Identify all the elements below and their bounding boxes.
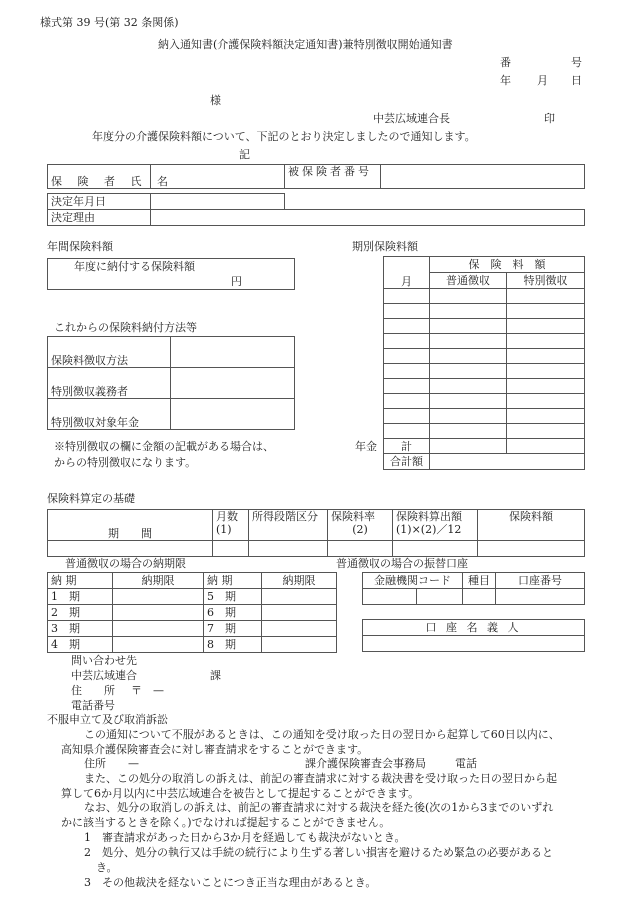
periodic-normal-cell[interactable] bbox=[430, 304, 507, 319]
income-class-value[interactable] bbox=[249, 541, 328, 557]
target-pension-label: 特別徴収対象年金 bbox=[48, 399, 171, 430]
periodic-month-cell[interactable] bbox=[384, 394, 430, 409]
periodic-row bbox=[384, 334, 585, 349]
total-amount[interactable] bbox=[430, 454, 585, 470]
calc-header bbox=[393, 510, 478, 541]
annual-amount-box[interactable] bbox=[47, 258, 295, 290]
periodic-special-cell[interactable] bbox=[507, 349, 585, 364]
decision-date-label: 決定年月日 bbox=[48, 194, 151, 210]
periodic-month-cell[interactable] bbox=[384, 304, 430, 319]
due-date-row bbox=[48, 589, 337, 605]
contact-address-label: 住 所 bbox=[71, 684, 115, 697]
periodic-month-cell[interactable] bbox=[384, 379, 430, 394]
due-period-left: 1 期 bbox=[48, 589, 113, 605]
periodic-special-cell[interactable] bbox=[507, 394, 585, 409]
insured-info-table bbox=[47, 164, 585, 189]
due-date-left[interactable] bbox=[113, 589, 204, 605]
due-date-right[interactable] bbox=[262, 621, 337, 637]
bank-code-header: 金融機関コード bbox=[363, 573, 463, 589]
contact-phone-label: 電話番号 bbox=[71, 699, 115, 712]
annual-section-label: 年間保険料額 bbox=[47, 240, 113, 253]
calc-header-text: 保険料算出額 bbox=[396, 510, 462, 523]
document-title: 納入通知書(介護保険料額決定通知書)兼特別徴収開始通知書 bbox=[158, 38, 453, 51]
subtotal-label: 計 bbox=[384, 439, 430, 454]
collection-method-field[interactable] bbox=[171, 337, 295, 368]
contact-label: 問い合わせ先 bbox=[71, 654, 137, 667]
month-header: 月 bbox=[384, 257, 430, 289]
appeal-item-1: 1 審査請求があった日から3か月を経過しても裁決がないとき。 bbox=[84, 831, 406, 844]
periodic-month-cell[interactable] bbox=[384, 364, 430, 379]
insurance-amount-header: 保 険 料 額 bbox=[430, 257, 585, 273]
account-holder-header: 口 座 名 義 人 bbox=[363, 620, 585, 636]
bank-table bbox=[362, 572, 585, 605]
periodic-special-cell[interactable] bbox=[507, 334, 585, 349]
yen-unit: 円 bbox=[231, 275, 242, 288]
due-dates-section-label: 普通徴収の場合の納期限 bbox=[65, 557, 186, 570]
appeal-p3-line1: なお、処分の取消しの訴えは、前記の審査請求に対する裁決を経た後(次の1から3までのいずれ bbox=[84, 801, 554, 814]
normal-collection-header: 普通徴収 bbox=[430, 273, 507, 289]
number-label-go: 号 bbox=[571, 56, 582, 69]
periodic-row bbox=[384, 319, 585, 334]
periodic-special-cell[interactable] bbox=[507, 364, 585, 379]
addressee-suffix: 様 bbox=[210, 94, 221, 107]
annual-amount-label: 年度に納付する保険料額 bbox=[74, 260, 195, 273]
calc-basis-section-label: 保険料算定の基礎 bbox=[47, 492, 135, 505]
period-header: 期 間 bbox=[48, 510, 213, 541]
periodic-row bbox=[384, 364, 585, 379]
branch-code-field[interactable] bbox=[417, 589, 463, 605]
periodic-special-cell[interactable] bbox=[507, 424, 585, 439]
collection-method-label: 保険料徴収方法 bbox=[48, 337, 171, 368]
account-number-field[interactable] bbox=[496, 589, 585, 605]
due-period-left: 2 期 bbox=[48, 605, 113, 621]
form-number: 様式第 39 号(第 32 条関係) bbox=[40, 16, 179, 29]
intro-text: 年度分の介護保険料額について、下記のとおり決定しましたので通知します。 bbox=[92, 130, 476, 143]
periodic-row bbox=[384, 409, 585, 424]
periodic-amount-table bbox=[383, 256, 585, 470]
insured-name-label: 保 険 者 氏 名 bbox=[48, 165, 151, 189]
number-label-ban: 番 bbox=[500, 56, 511, 69]
appeal-office: 課介護保険審査会事務局 bbox=[305, 757, 426, 770]
due-date-header-left: 納期限 bbox=[113, 573, 204, 589]
account-type-header: 種目 bbox=[463, 573, 496, 589]
periodic-month-cell[interactable] bbox=[384, 424, 430, 439]
periodic-special-cell[interactable] bbox=[507, 289, 585, 304]
amount-header: 保険料額 bbox=[478, 510, 585, 541]
periodic-row bbox=[384, 289, 585, 304]
periodic-month-cell[interactable] bbox=[384, 349, 430, 364]
bank-section-label: 普通徴収の場合の振替口座 bbox=[336, 557, 468, 570]
target-pension-field[interactable] bbox=[171, 399, 295, 430]
account-number-header: 口座番号 bbox=[496, 573, 585, 589]
insured-number-field[interactable] bbox=[381, 165, 585, 189]
periodic-normal-cell[interactable] bbox=[430, 379, 507, 394]
special-note-line2: からの特別徴収になります。 bbox=[54, 456, 197, 469]
due-period-right: 8 期 bbox=[204, 637, 262, 653]
rate-header bbox=[328, 510, 393, 541]
due-date-row bbox=[48, 637, 337, 653]
subtotal-normal[interactable] bbox=[430, 439, 507, 454]
due-dates-table bbox=[47, 572, 337, 653]
seal-mark: 印 bbox=[544, 112, 555, 125]
due-date-row bbox=[48, 621, 337, 637]
contact-postal: 〒 — bbox=[131, 684, 164, 697]
total-label: 合計額 bbox=[384, 454, 430, 470]
due-date-left[interactable] bbox=[113, 605, 204, 621]
period-value[interactable] bbox=[48, 541, 213, 557]
periodic-special-cell[interactable] bbox=[507, 304, 585, 319]
account-holder-field[interactable] bbox=[363, 636, 585, 652]
special-note-pension: 年金 bbox=[355, 440, 377, 453]
appeal-p2-line1: また、この処分の取消しの訴えは、前記の審査請求に対する裁決書を受け取った日の翌日から起 bbox=[84, 772, 557, 785]
due-date-left[interactable] bbox=[113, 637, 204, 653]
appeal-address-line: 住所 — bbox=[84, 757, 139, 770]
date-month-label: 月 bbox=[537, 74, 548, 87]
due-date-right[interactable] bbox=[262, 637, 337, 653]
income-class-header: 所得段階区分 bbox=[249, 510, 328, 541]
months-value[interactable] bbox=[213, 541, 249, 557]
appeal-item-3: 3 その他裁決を経ないことにつき正当な理由があるとき。 bbox=[84, 876, 377, 889]
due-date-left[interactable] bbox=[113, 621, 204, 637]
periodic-row bbox=[384, 394, 585, 409]
special-note-line1: ※特別徴収の欄に金額の記載がある場合は、 bbox=[54, 440, 274, 453]
months-header-text: 月数 bbox=[216, 510, 238, 523]
due-period-left: 3 期 bbox=[48, 621, 113, 637]
appeal-p1-line1: この通知について不服があるときは、この通知を受け取った日の翌日から起算して60日以内に、 bbox=[84, 728, 560, 741]
periodic-normal-cell[interactable] bbox=[430, 409, 507, 424]
due-date-header-right: 納期限 bbox=[262, 573, 337, 589]
account-type-field[interactable] bbox=[463, 589, 496, 605]
subtotal-special[interactable] bbox=[507, 439, 585, 454]
due-date-right[interactable] bbox=[262, 605, 337, 621]
calc-value[interactable] bbox=[393, 541, 478, 557]
date-day-label: 日 bbox=[571, 74, 582, 87]
periodic-month-cell[interactable] bbox=[384, 319, 430, 334]
rate-header-num: (2) bbox=[352, 523, 368, 536]
account-holder-table bbox=[362, 619, 585, 652]
appeal-p3-line2: かに該当するときを除く。)でなければ提起することができません。 bbox=[61, 816, 391, 829]
months-header bbox=[213, 510, 249, 541]
periodic-row bbox=[384, 304, 585, 319]
calc-header-formula: (1)×(2)／12 bbox=[396, 523, 462, 536]
due-period-left: 4 期 bbox=[48, 637, 113, 653]
date-year-label: 年 bbox=[500, 74, 511, 87]
issuer: 中芸広域連合長 bbox=[373, 112, 450, 125]
periodic-special-cell[interactable] bbox=[507, 319, 585, 334]
due-date-row bbox=[48, 605, 337, 621]
appeal-item-2-line1: 2 処分、処分の執行又は手続の続行により生ずる著しい損害を避けるため緊急の必要があると bbox=[84, 846, 553, 859]
periodic-month-cell[interactable] bbox=[384, 334, 430, 349]
contact-dept-suffix: 課 bbox=[210, 669, 221, 682]
periodic-normal-cell[interactable] bbox=[430, 394, 507, 409]
decision-date-field[interactable] bbox=[151, 194, 285, 210]
periodic-normal-cell[interactable] bbox=[430, 334, 507, 349]
appeal-title: 不服申立て及び取消訴訟 bbox=[47, 713, 168, 726]
periodic-month-cell[interactable] bbox=[384, 409, 430, 424]
payment-method-section-label: これからの保険料納付方法等 bbox=[54, 321, 197, 334]
periodic-special-cell[interactable] bbox=[507, 379, 585, 394]
periodic-normal-cell[interactable] bbox=[430, 349, 507, 364]
bank-code-field[interactable] bbox=[363, 589, 417, 605]
appeal-item-2-line2: き。 bbox=[96, 861, 118, 874]
amount-value[interactable] bbox=[478, 541, 585, 557]
periodic-row bbox=[384, 424, 585, 439]
rate-header-text: 保険料率 bbox=[331, 510, 375, 523]
periodic-special-cell[interactable] bbox=[507, 409, 585, 424]
special-collection-header: 特別徴収 bbox=[507, 273, 585, 289]
payment-method-table bbox=[47, 336, 295, 430]
due-period-header-right: 納 期 bbox=[204, 573, 262, 589]
periodic-row bbox=[384, 379, 585, 394]
ki-mark: 記 bbox=[239, 148, 250, 161]
decision-reason-label: 決定理由 bbox=[48, 210, 151, 226]
calc-basis-table bbox=[47, 509, 585, 557]
months-header-num: (1) bbox=[216, 523, 232, 536]
rate-value[interactable] bbox=[328, 541, 393, 557]
contact-org: 中芸広域連合 bbox=[71, 669, 137, 682]
periodic-normal-cell[interactable] bbox=[430, 289, 507, 304]
due-period-right: 5 期 bbox=[204, 589, 262, 605]
periodic-row bbox=[384, 349, 585, 364]
periodic-month-cell[interactable] bbox=[384, 289, 430, 304]
special-collector-field[interactable] bbox=[171, 368, 295, 399]
periodic-normal-cell[interactable] bbox=[430, 364, 507, 379]
appeal-phone: 電話 bbox=[455, 757, 477, 770]
due-period-right: 7 期 bbox=[204, 621, 262, 637]
appeal-p1-line2: 高知県介護保険審査会に対し審査請求をすることができます。 bbox=[61, 743, 369, 756]
periodic-section-label: 期別保険料額 bbox=[352, 240, 418, 253]
periodic-normal-cell[interactable] bbox=[430, 319, 507, 334]
appeal-p2-line2: 算して6か月以内に中芸広域連合を被告として提起することができます。 bbox=[61, 787, 420, 800]
due-period-right: 6 期 bbox=[204, 605, 262, 621]
periodic-normal-cell[interactable] bbox=[430, 424, 507, 439]
decision-table bbox=[47, 193, 585, 226]
due-period-header-left: 納 期 bbox=[48, 573, 113, 589]
special-collector-label: 特別徴収義務者 bbox=[48, 368, 171, 399]
decision-reason-field[interactable] bbox=[151, 210, 585, 226]
due-date-right[interactable] bbox=[262, 589, 337, 605]
insured-number-label: 被保険者番号 bbox=[285, 165, 381, 189]
